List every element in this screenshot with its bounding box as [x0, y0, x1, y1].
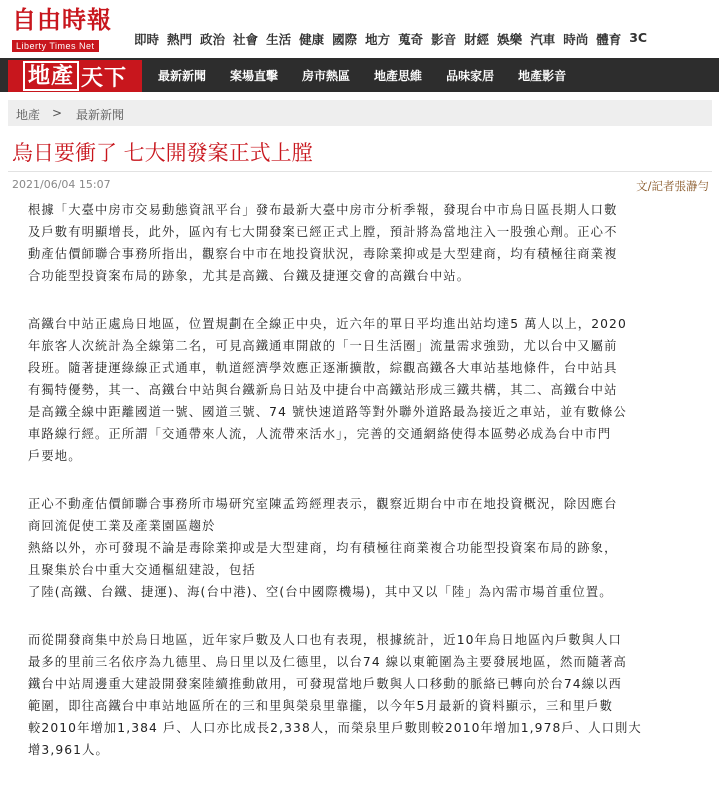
breadcrumb-home[interactable]: 地產 — [16, 108, 41, 122]
channel-link[interactable]: 政治 — [200, 32, 226, 47]
paragraph-line: 範圍，即往高鐵台中車站地區所在的三和里與榮泉里靠攏，以今年5月最新的資料顯示，三和里戶數 — [28, 699, 613, 713]
nav-item-latest-news[interactable]: 最新新聞 — [158, 68, 207, 83]
article-paragraph — [28, 629, 711, 761]
breadcrumb — [8, 100, 712, 126]
channel-link[interactable]: 時尚 — [563, 32, 589, 47]
paragraph-line: 及戶數有明顯增長，此外，區內有七大開發案已經正式上膛，預計將為當地注入一股強心劑。正心不 — [28, 225, 618, 239]
channel-link[interactable]: 財經 — [464, 32, 490, 47]
logo-english-text: Liberty Times Net — [12, 40, 99, 52]
brand-part1: 地產 — [23, 61, 79, 91]
channel-link[interactable]: 影音 — [431, 32, 457, 47]
channel-link[interactable]: 國際 — [332, 32, 358, 47]
channel-link[interactable]: 健康 — [299, 32, 325, 47]
paragraph-line: 是高鐵全線中距離國道一號、國道三號、74 號快速道路等對外聯外道路最為接近之車站，並有數條公 — [28, 405, 627, 419]
paragraph-line: 正心不動產估價師聯合事務所市場研究室陳孟筠經理表示，觀察近期台中市在地投資概況，除因應台 — [28, 497, 618, 511]
paragraph-line: 年旅客人次統計為全線第二名，可見高鐵通車開啟的「一日生活圈」流量需求強勁，尤以台中又屬前 — [28, 339, 618, 353]
nav-item-home-living[interactable]: 品味家居 — [446, 68, 495, 83]
paragraph-line: 合功能型投資案布局的跡象，尤其是高鐵、台鐵及捷運交會的高鐵台中站。 — [28, 269, 471, 283]
article-paragraph — [28, 313, 711, 467]
paragraph-line: 有獨特優勢，其一、高鐵台中站與台鐵新烏日站及中捷台中高鐵站形成三鐵共構，其二、高鐵台中站 — [28, 383, 618, 397]
paragraph-line: 了陸(高鐵、台鐵、捷運)、海(台中港)、空(台中國際機場)，其中又以「陸」為內需市場首重位置。 — [28, 585, 613, 599]
channel-link[interactable]: 地方 — [365, 32, 391, 47]
channel-link[interactable]: 汽車 — [530, 32, 556, 47]
paragraph-line: 且聚集於台中重大交通樞紐建設，包括 — [28, 563, 256, 577]
paragraph-line: 高鐵台中站正處烏日地區，位置規劃在全線正中央，近六年的單日平均進出站均達5 萬人以上，2020 — [28, 317, 627, 331]
site-header — [0, 0, 719, 56]
channel-link[interactable]: 蒐奇 — [398, 32, 424, 47]
section-nav-links — [148, 58, 580, 92]
channel-link[interactable]: 生活 — [266, 32, 292, 47]
breadcrumb-separator: > — [52, 106, 63, 120]
section-brand-logo[interactable] — [8, 60, 142, 92]
article-title: 烏日要衝了 七大開發案正式上膛 — [12, 141, 313, 165]
title-divider — [8, 171, 712, 172]
article-paragraph — [28, 199, 711, 287]
paragraph-line: 最多的里前三名依序為九德里、烏日里以及仁德里，以台74 線以東範圍為主要發展地區，然而隨著高 — [28, 655, 627, 669]
paragraph-line: 增3,961人。 — [28, 743, 109, 757]
nav-item-video[interactable]: 地產影音 — [518, 68, 567, 83]
paragraph-line: 戶要地。 — [28, 449, 82, 463]
paragraph-line: 熱絡以外，亦可發現不論是毒除業抑或是大型建商，均有積極往商業複合功能型投資案布局的跡象， — [28, 541, 618, 555]
article-date: 2021/06/04 15:07 — [12, 178, 111, 191]
nav-item-site-visit[interactable]: 案場直擊 — [230, 68, 279, 83]
breadcrumb-current[interactable]: 最新新聞 — [76, 108, 125, 122]
paragraph-line: 動產估價師聯合事務所指出，觀察台中市在地投資狀況，毒除業抑或是大型建商，均有積極往商業複 — [28, 247, 618, 261]
brand-part2: 天下 — [81, 64, 128, 91]
channel-link[interactable]: 社會 — [233, 32, 259, 47]
paragraph-line: 鐵台中站周邊重大建設開發案陸續推動啟用，可發現當地戶數與人口移動的脈絡已轉向於台74線以西 — [28, 677, 622, 691]
paragraph-line: 商回流促使工業及產業園區趨於 — [28, 519, 216, 533]
channel-link[interactable]: 熱門 — [167, 32, 193, 47]
paragraph-line: 根據「大臺中房市交易動態資訊平台」發布最新大臺中房市分析季報，發現台中市烏日區長期人口數 — [28, 203, 618, 217]
logo-chinese-text: 自由時報 — [12, 5, 112, 34]
channel-nav — [134, 30, 655, 48]
channel-link[interactable]: 娛樂 — [497, 32, 523, 47]
channel-link[interactable]: 體育 — [596, 32, 622, 47]
paragraph-line: 車路線行經。正所謂「交通帶來人流，人流帶來活水」，完善的交通網絡使得本區勢必成為台中市門 — [28, 427, 612, 441]
article-paragraph — [28, 493, 711, 603]
article-author: 文/記者張瀞勻 — [636, 179, 709, 193]
nav-item-realestate-thinking[interactable]: 地產思維 — [374, 68, 423, 83]
paragraph-line: 較2010年增加1,384 戶、人口亦比成長2,338人，而榮泉里戶數則較2010年增加1,978戶、人口則大 — [28, 721, 642, 735]
paragraph-line: 而從開發商集中於烏日地區，近年家戶數及人口也有表現，根據統計，近10年烏日地區內戶數與人口 — [28, 633, 622, 647]
nav-item-hot-areas[interactable]: 房市熱區 — [302, 68, 351, 83]
channel-link[interactable]: 即時 — [134, 32, 160, 47]
channel-link[interactable]: 3C — [629, 30, 648, 45]
paragraph-line: 段班。隨著捷運綠線正式通車，軌道經濟學效應正逐漸擴散，綜觀高鐵各大車站基地條件，台中站具 — [28, 361, 618, 375]
article-body — [28, 199, 711, 787]
liberty-times-logo[interactable] — [12, 6, 124, 52]
